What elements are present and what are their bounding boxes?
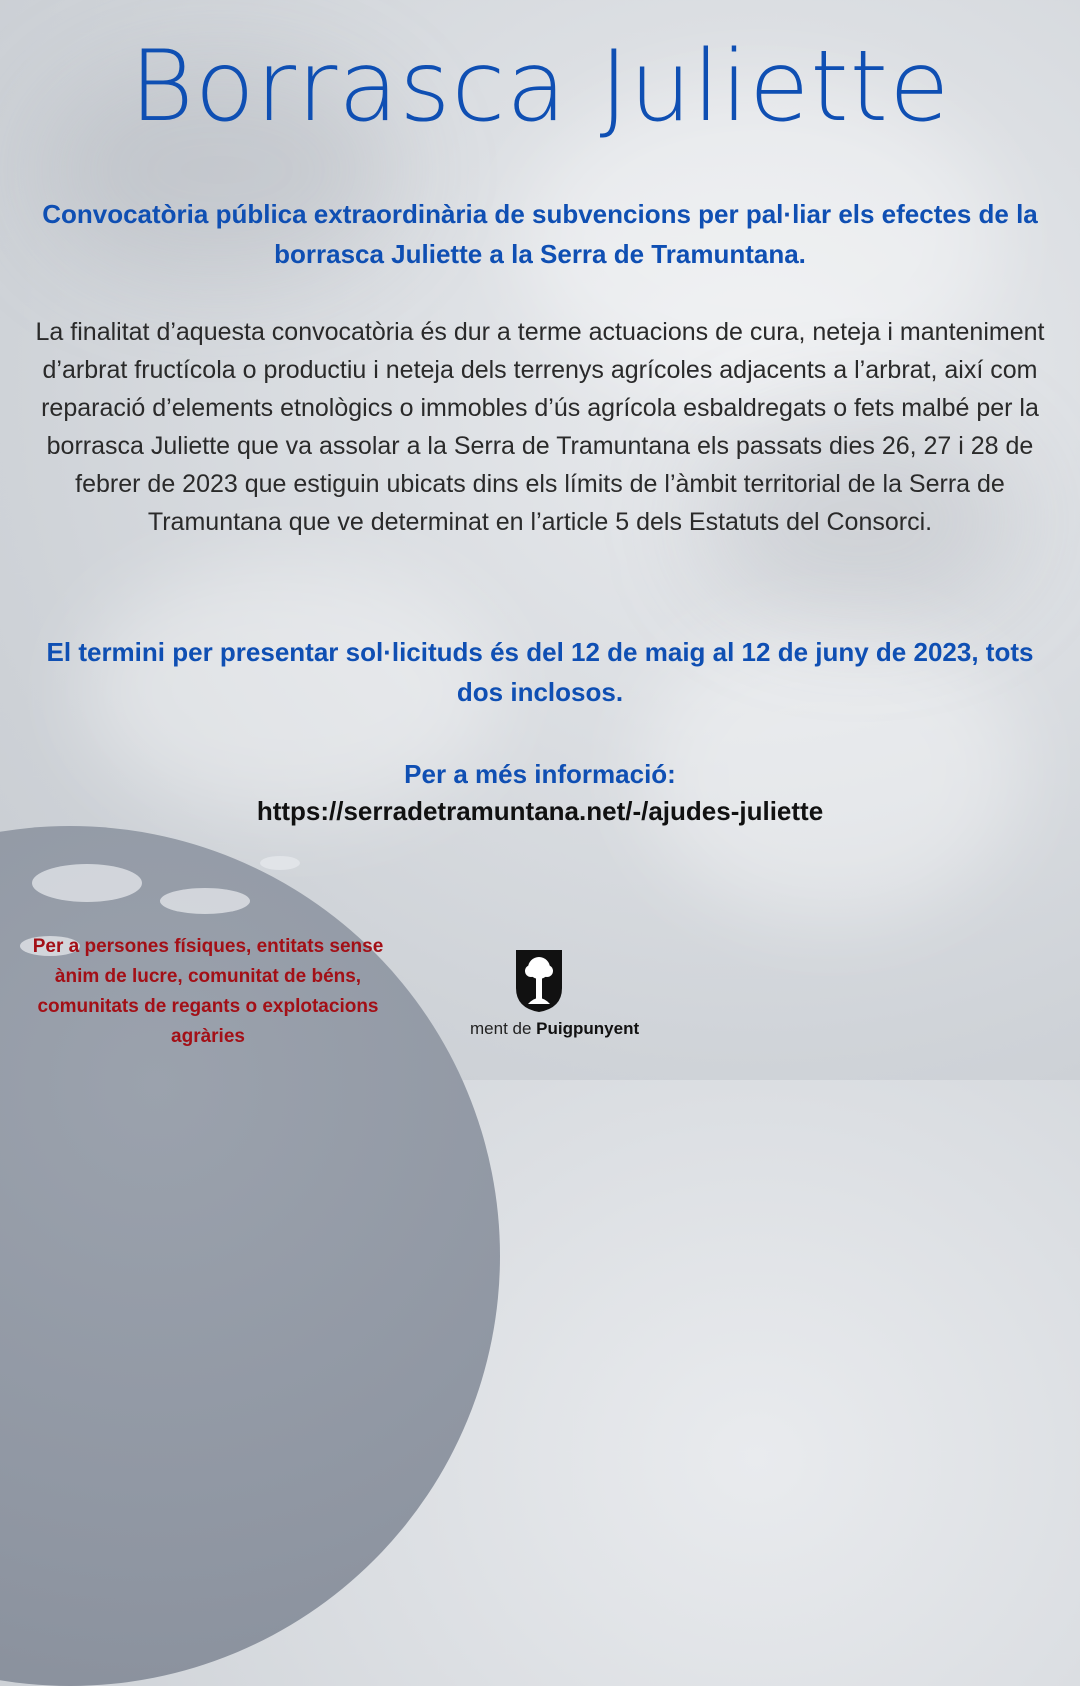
logo-text [470,1017,690,1041]
info-link[interactable]: https://serradetramuntana.net/-/ajudes-juliette [256,796,824,826]
logo-prefix: ment de [470,1019,532,1038]
tree-shield-icon [514,948,564,1014]
description-paragraph: La finalitat d’aquesta convocatòria és dur a terme actuacions de cura, neteja i manteniment d’arbrat fructícola o productiu i neteja dels terrenys agrícoles adjacents a l’arbrat, així com reparació d’elements etnològics o immobles d’ús agrícola esbaldregats o fets malbé per la borrasca Juliette que va assolar a la Serra de Tramuntana els passats dies 26, 27 i 28 de febrer de 2023 que estiguin ubicats dins els límits de l’àmbit territorial de la Serra de Tramuntana que ve determinat en l’article 5 dels Estatuts del Consorci. [35,318,1045,536]
audience-note: Per a persones físiques, entitats sense ànim de lucre, comunitat de béns, comunitats de regants o explotacions agràries [32,936,384,1047]
info-label: Per a més informació: [404,759,676,789]
subtitle: Convocatòria pública extraordinària de subvencions per pal·liar els efectes de la borrasca Juliette a la Serra de Tramuntana. [42,199,1038,269]
deadline-text: El termini per presentar sol·licituds és del 12 de maig al 12 de juny de 2023, tots dos inclosos. [46,637,1034,707]
logo-name: Puigpunyent [536,1019,640,1038]
page-title: Borrasca Juliette [129,30,951,144]
